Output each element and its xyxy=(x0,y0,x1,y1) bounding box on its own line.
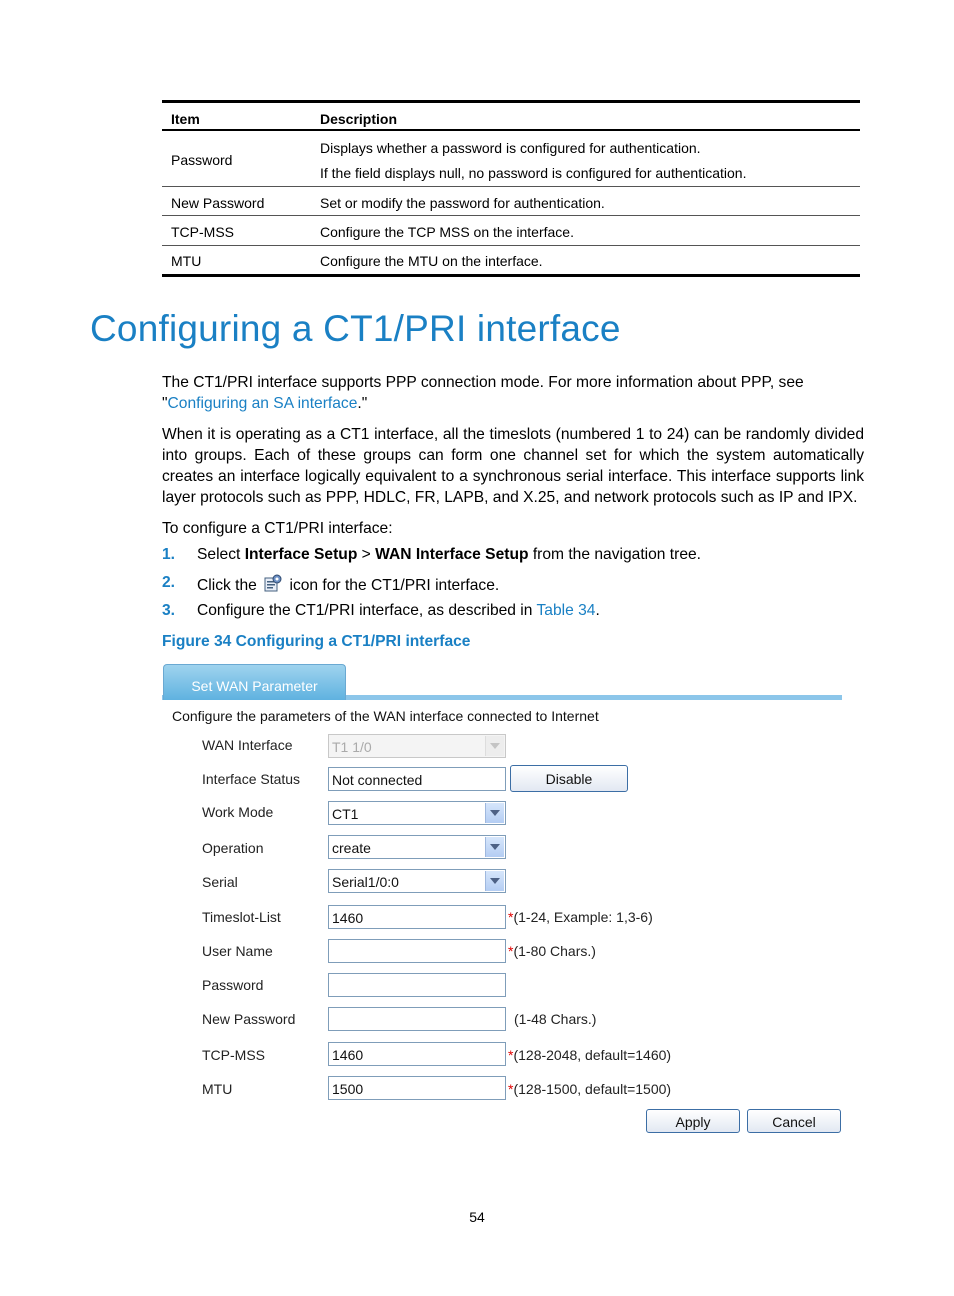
required-marker: * xyxy=(508,1047,514,1063)
table-row-description: Displays whether a password is configured for authentication. xyxy=(320,140,701,156)
required-marker: * xyxy=(508,1081,514,1097)
table-row-item: MTU xyxy=(171,253,202,269)
wan-interface-label: WAN Interface xyxy=(202,737,293,753)
table-row-description: If the field displays null, no password is configured for authentication. xyxy=(320,165,747,181)
step-text-part: icon for the CT1/PRI interface. xyxy=(285,577,500,594)
new-password-input[interactable] xyxy=(328,1007,506,1031)
mtu-label: MTU xyxy=(202,1081,233,1097)
step-2-text xyxy=(197,574,499,595)
section-title: Configuring a CT1/PRI interface xyxy=(90,308,621,349)
interface-status-field: Not connected xyxy=(328,767,506,791)
tcp-mss-input[interactable]: 1460 xyxy=(328,1042,506,1066)
apply-button[interactable]: Apply xyxy=(646,1109,740,1133)
user-name-input[interactable] xyxy=(328,939,506,963)
intro-paragraph xyxy=(162,372,864,414)
step-text-part: . xyxy=(595,602,600,619)
step-number: 1. xyxy=(162,546,176,563)
operation-select[interactable] xyxy=(328,835,506,859)
work-mode-select[interactable] xyxy=(328,801,506,825)
hint-text: (128-1500, default=1500) xyxy=(513,1081,672,1097)
hint-text: (128-2048, default=1460) xyxy=(513,1047,672,1063)
new-password-label: New Password xyxy=(202,1011,296,1027)
table-34-link[interactable]: Table 34 xyxy=(536,602,596,619)
menu-interface-setup: Interface Setup xyxy=(244,546,358,563)
work-mode-value: CT1 xyxy=(332,806,359,822)
wan-interface-value: T1 1/0 xyxy=(332,739,372,755)
disable-button[interactable]: Disable xyxy=(510,765,628,792)
config-icon xyxy=(263,574,283,592)
timeslot-list-input[interactable]: 1460 xyxy=(328,905,506,929)
menu-wan-interface-setup: WAN Interface Setup xyxy=(375,546,529,563)
chevron-down-icon xyxy=(485,871,504,891)
table-row-divider xyxy=(162,186,860,187)
figure-caption: Figure 34 Configuring a CT1/PRI interface xyxy=(162,633,471,650)
mtu-hint xyxy=(508,1081,671,1097)
intro-text: The CT1/PRI interface supports PPP connection mode. For more information about PPP, see " xyxy=(162,374,804,412)
mtu-input[interactable]: 1500 xyxy=(328,1076,506,1100)
timeslot-list-label: Timeslot-List xyxy=(202,909,281,925)
required-marker: * xyxy=(508,909,514,925)
table-row-description: Configure the TCP MSS on the interface. xyxy=(320,224,574,240)
step-text-part: Select xyxy=(197,546,245,563)
table-header-rule xyxy=(162,129,860,131)
cancel-button[interactable]: Cancel xyxy=(747,1109,841,1133)
chevron-down-icon xyxy=(485,736,504,756)
table-row-description: Set or modify the password for authentication. xyxy=(320,195,605,211)
serial-value: Serial1/0:0 xyxy=(332,874,399,890)
step-text-part: Configure the CT1/PRI interface, as described in xyxy=(197,602,537,619)
chevron-down-icon xyxy=(485,803,504,823)
tcp-mss-label: TCP-MSS xyxy=(202,1047,265,1063)
panel-description: Configure the parameters of the WAN interface connected to Internet xyxy=(172,708,599,724)
table-header-item: Item xyxy=(171,111,200,127)
required-marker: * xyxy=(508,943,514,959)
serial-select[interactable] xyxy=(328,869,506,893)
timeslot-list-hint xyxy=(508,909,653,925)
table-top-rule xyxy=(162,100,860,103)
password-label: Password xyxy=(202,977,264,993)
interface-status-label: Interface Status xyxy=(202,771,301,787)
table-row-item: Password xyxy=(171,152,233,168)
table-row-description: Configure the MTU on the interface. xyxy=(320,253,543,269)
table-row-divider xyxy=(162,215,860,216)
operation-label: Operation xyxy=(202,840,264,856)
procedure-intro: To configure a CT1/PRI interface: xyxy=(162,520,393,537)
step-number: 2. xyxy=(162,574,176,591)
set-wan-parameter-panel xyxy=(162,663,842,1143)
chevron-down-icon xyxy=(485,837,504,857)
ct1-description-paragraph: When it is operating as a CT1 interface, all the timeslots (numbered 1 to 24) can be randomly divided into groups. Each of these groups can form one channel set for which the system automatically creates an interface logically equivalent to a synchronous serial interface. This interface supports link layer protocols such as PPP, HDLC, FR, LAPB, and X.25, and network protocols such as IP and IPX. xyxy=(162,426,864,506)
work-mode-label: Work Mode xyxy=(202,804,274,820)
hint-text: (1-24, Example: 1,3-6) xyxy=(513,909,653,925)
new-password-hint: (1-48 Chars.) xyxy=(514,1011,597,1027)
table-row-item: TCP-MSS xyxy=(171,224,234,240)
wan-interface-select[interactable] xyxy=(328,734,506,758)
page-number: 54 xyxy=(469,1209,485,1225)
operation-value: create xyxy=(332,840,371,856)
step-text-part: from the navigation tree. xyxy=(528,546,701,563)
table-header-description: Description xyxy=(320,111,398,127)
password-input[interactable] xyxy=(328,973,506,997)
step-3-text xyxy=(197,602,600,620)
step-number: 3. xyxy=(162,602,176,619)
table-row-item: New Password xyxy=(171,195,265,211)
tab-set-wan-parameter[interactable]: Set WAN Parameter xyxy=(163,664,346,700)
sa-interface-link[interactable]: Configuring an SA interface xyxy=(167,395,358,412)
step-1-text xyxy=(197,546,701,564)
hint-text: (1-80 Chars.) xyxy=(513,943,596,959)
user-name-hint xyxy=(508,943,596,959)
user-name-label: User Name xyxy=(202,943,273,959)
serial-label: Serial xyxy=(202,874,238,890)
step-text-part: > xyxy=(357,546,376,563)
table-bottom-rule xyxy=(162,274,860,277)
step-text-part: Click the xyxy=(197,577,262,594)
intro-tail: ." xyxy=(357,395,368,412)
tcp-mss-hint xyxy=(508,1047,671,1063)
table-row-divider xyxy=(162,245,860,246)
